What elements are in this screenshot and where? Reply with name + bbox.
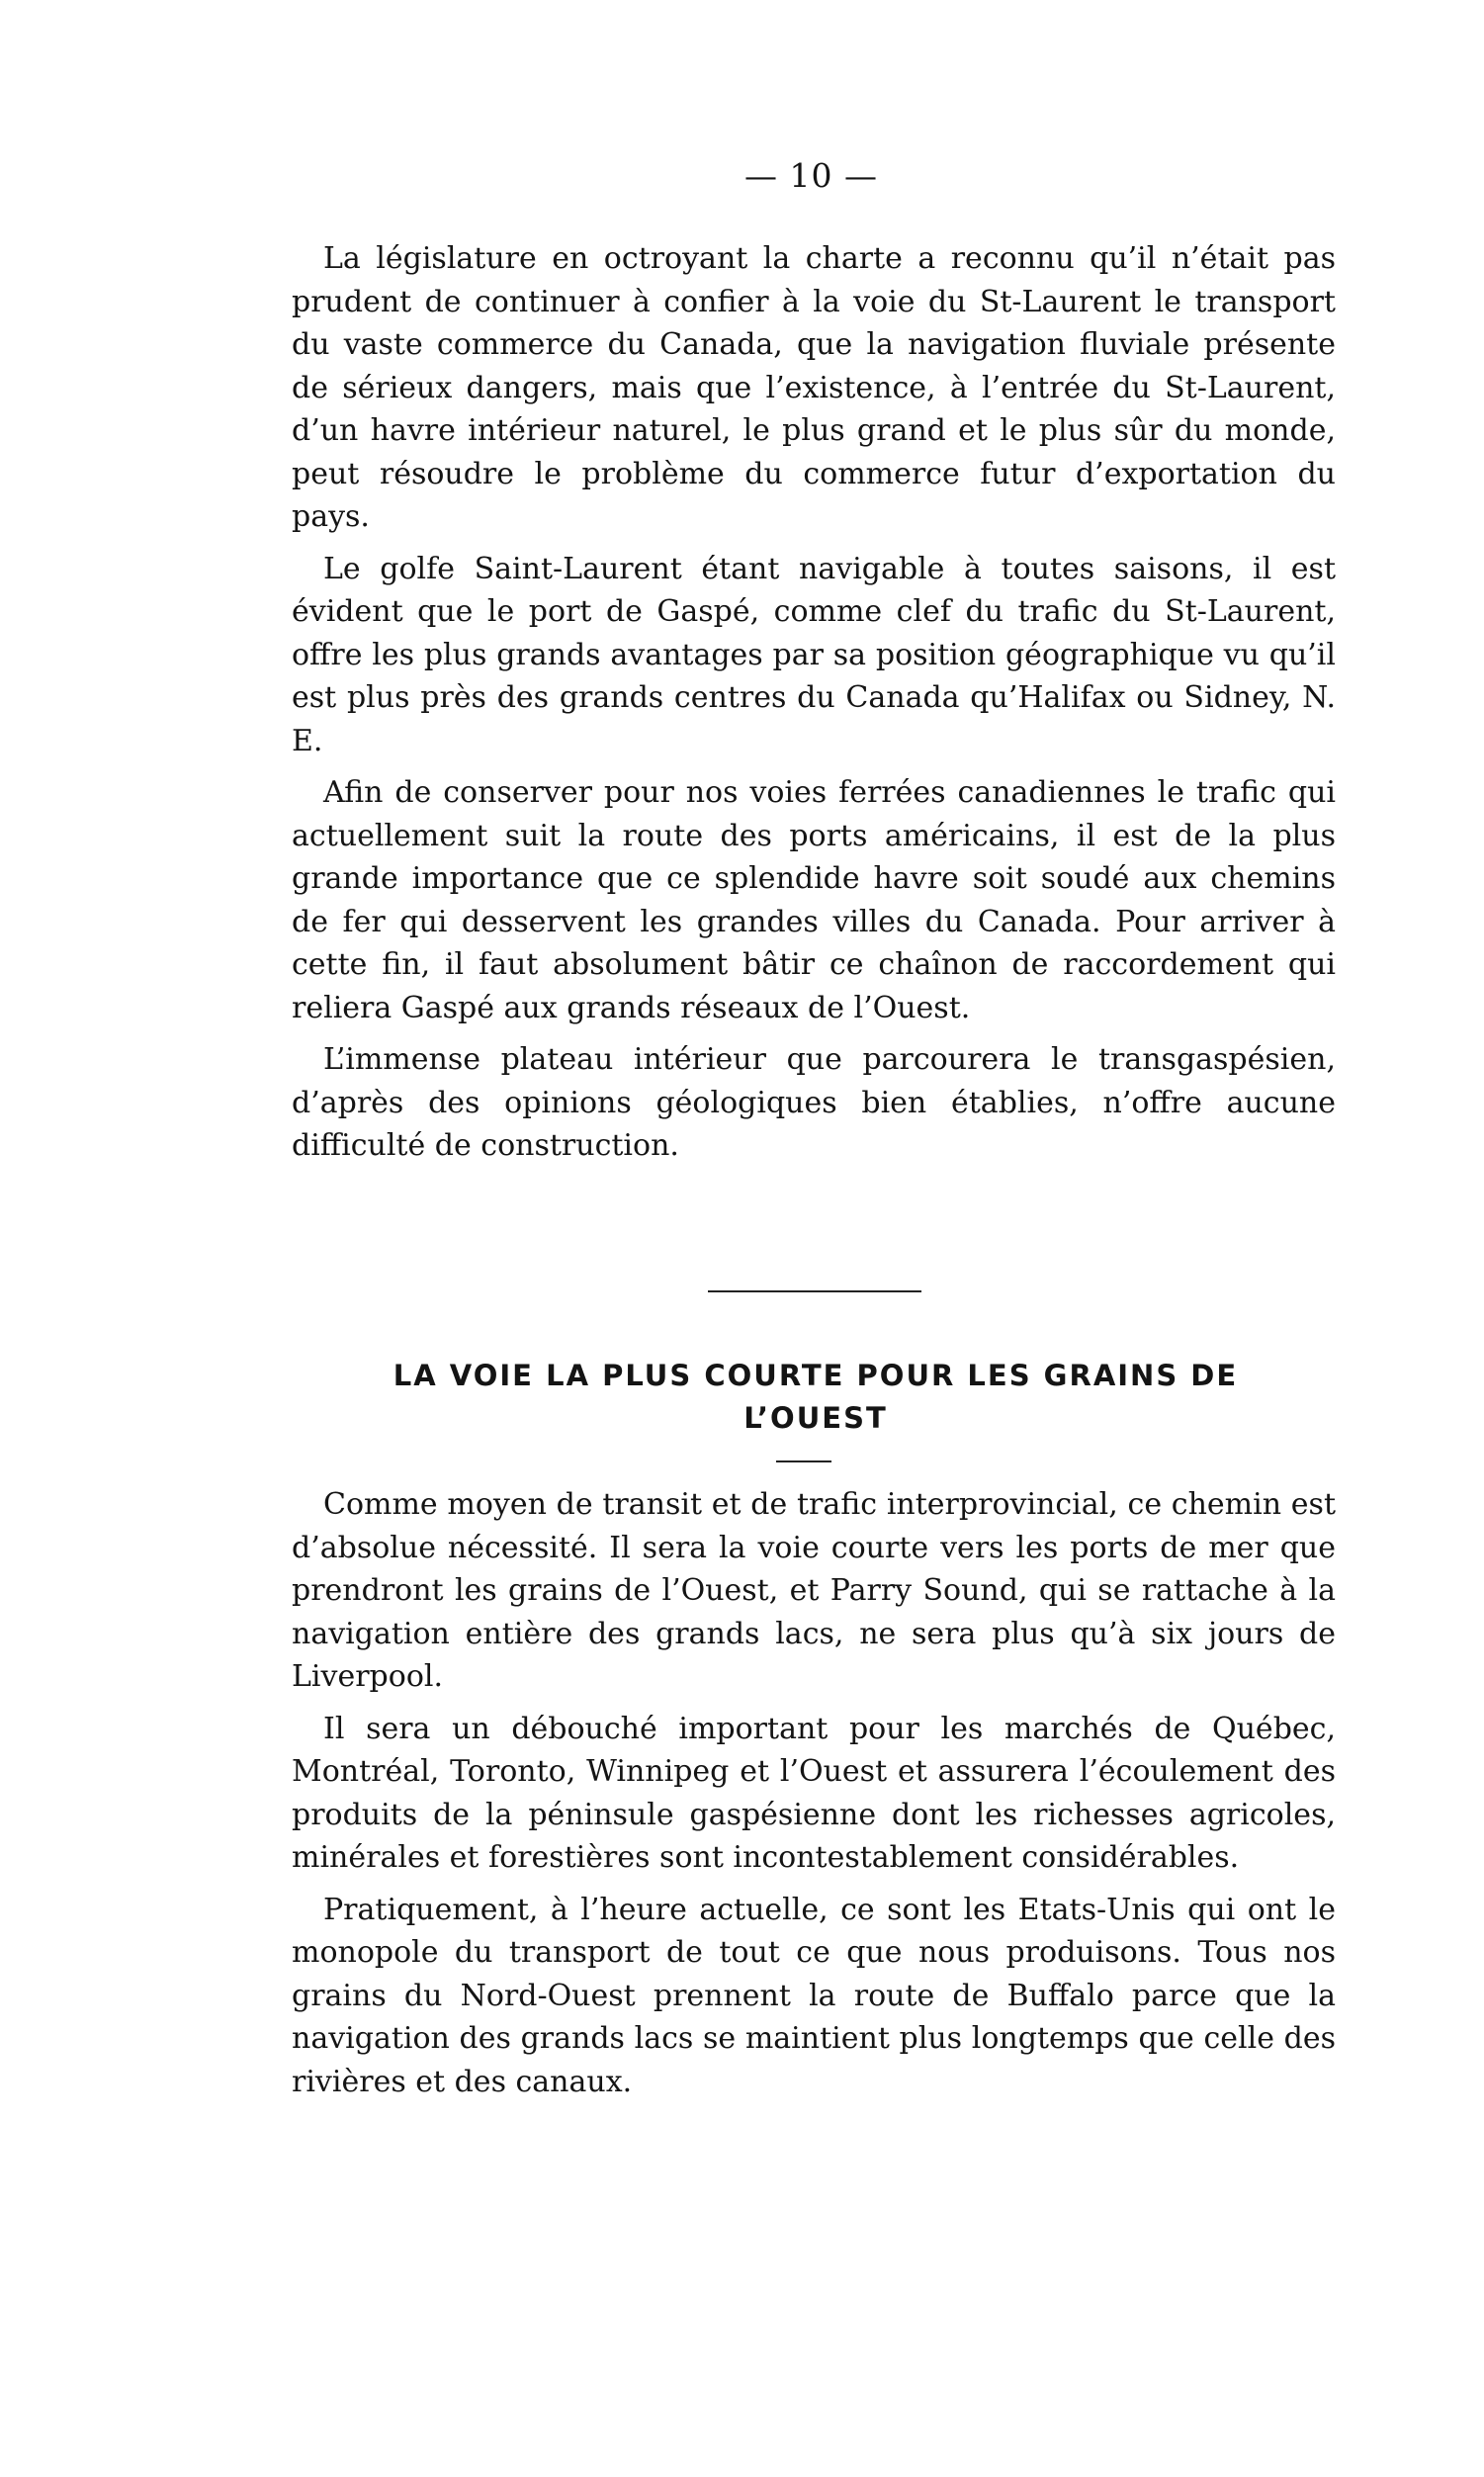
paragraph: La législature en octroyant la charte a reconnu qu’il n’était pas prudent de continuer à confier à la voie du St-Laurent le transport du vaste commerce du Canada, que la navigation fluviale présente de sérieux dangers, mais que l’existence, à l’entrée du St-Laurent, d’un havre intérieur naturel, le plus grand et le plus sûr du monde, peut résoudre le problème du commerce futur d’exportation du pays. xyxy=(292,241,1336,534)
section-grains xyxy=(292,1483,1336,2112)
paragraph: L’immense plateau intérieur que parcourera le transgaspésien, d’après des opinions géologiques bien établies, n’offre aucune difficulté de construction. xyxy=(292,1042,1336,1163)
section-divider xyxy=(708,1290,921,1292)
section-heading-line: L’OUEST xyxy=(743,1401,888,1435)
section-heading-line: LA VOIE LA PLUS COURTE POUR LES GRAINS DE xyxy=(393,1359,1239,1392)
section-heading xyxy=(326,1355,1305,1440)
paragraph: Afin de conserver pour nos voies ferrées canadiennes le trafic qui actuellement suit la route des ports américains, il est de la plus grande importance que ce splendide havre soit soudé aux chemins de fer qui desservent les grandes villes du Canada. Pour arriver à cette fin, il faut absolument bâtir ce chaînon de raccordement qui reliera Gaspé aux grands réseaux de l’Ouest. xyxy=(292,775,1336,1025)
paragraph: Le golfe Saint-Laurent étant navigable à toutes saisons, il est évident que le port de Gaspé, comme clef du trafic du St-Laurent, offre les plus grands avantages par sa position géographique vu qu’il est plus près des grands centres du Canada qu’Halifax ou Sidney, N. E. xyxy=(292,551,1336,758)
paragraph: Pratiquement, à l’heure actuelle, ce sont les Etats-Unis qui ont le monopole du transport de tout ce que nous produisons. Tous nos grains du Nord-Ouest prennent la route de Buffalo parce que la navigation des grands lacs se maintient plus longtemps que celle des rivières et des canaux. xyxy=(292,1892,1336,2099)
paragraph: Comme moyen de transit et de trafic interprovincial, ce chemin est d’absolue nécessité. Il sera la voie courte vers les ports de mer que prendront les grains de l’Ouest, et Parry Sound, qui se rattache à la navigation entière des grands lacs, ne sera plus qu’à six jours de Liverpool. xyxy=(292,1487,1336,1694)
paragraph: Il sera un débouché important pour les marchés de Québec, Montréal, Toronto, Winnipeg et l’Ouest et assurera l’écoulement des produits de la péninsule gaspésienne dont les richesses agricoles, minérales et forestières sont incontestablement considérables. xyxy=(292,1711,1336,1875)
heading-underline xyxy=(776,1460,831,1462)
page-number: — 10 — xyxy=(744,156,878,195)
section-intro xyxy=(292,237,1336,1177)
